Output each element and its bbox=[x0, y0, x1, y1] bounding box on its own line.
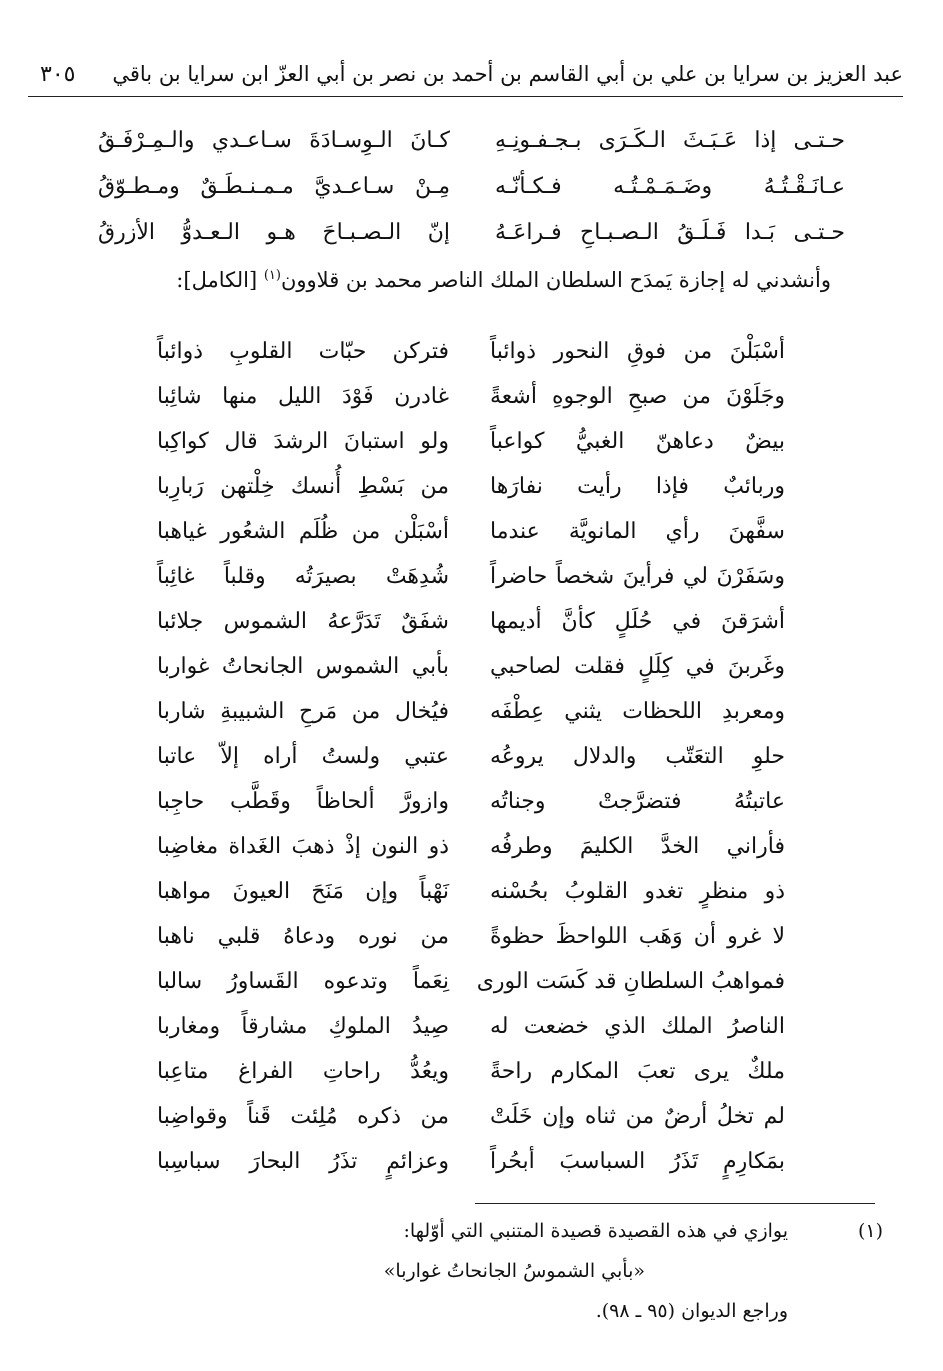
couplet bbox=[0, 699, 943, 745]
second-hemistich: فيُخال من مَرحِ الشبيبةِ شاربا bbox=[157, 699, 449, 724]
couplet bbox=[0, 519, 943, 565]
second-hemistich: أسْبَلْن من ظُلَم الشعُور غياهبا bbox=[157, 519, 449, 544]
first-hemistich: عاتبتُهُ فتضرَّجتْ وجناتُه bbox=[490, 789, 785, 814]
first-hemistich: لا غرو أن وَهَب اللواحظَ حظوةً bbox=[490, 924, 785, 949]
couplet bbox=[0, 834, 943, 880]
first-hemistich: سفَّهنَ رأي المانويَّة عندما bbox=[490, 519, 785, 544]
couplet bbox=[0, 429, 943, 475]
second-hemistich: من ذكره مُلِئت قَناً وقواضِبا bbox=[157, 1104, 449, 1129]
couplet bbox=[0, 789, 943, 835]
second-hemistich: وازورَّ ألحاظاً وقَطَّب حاجِبا bbox=[157, 789, 449, 814]
first-hemistich: حلوِ التعَتّب والدلال يروعُه bbox=[490, 744, 785, 769]
footnote-divider bbox=[475, 1203, 875, 1204]
second-hemistich: صِيدُ الملوكِ مشارقاً ومغاربا bbox=[157, 1014, 449, 1039]
first-hemistich: ومعربدِ اللحظات يثني عِطْفَه bbox=[490, 699, 785, 724]
intro-text: وأنشدني له إجازة يَمدَح السلطان الملك الناصر محمد بن قلاوون bbox=[280, 268, 831, 292]
first-hemistich: وربائبٌ فإذا رأيت نفارَها bbox=[490, 474, 785, 499]
first-hemistich: ملكٌ يرى تعبَ المكارم راحةً bbox=[490, 1059, 785, 1084]
second-hemistich: ويعُدُّ راحاتِ الفراغ متاعِبا bbox=[157, 1059, 449, 1084]
second-hemistich: كـانَ الـوِسـادَةَ سـاعـدي والـمِـرْفَـقُ bbox=[98, 128, 450, 153]
page-header bbox=[28, 52, 903, 97]
second-hemistich: بأبي الشموس الجانحاتُ غواربا bbox=[157, 654, 449, 679]
couplet bbox=[0, 969, 943, 1015]
couplet bbox=[0, 339, 943, 385]
second-hemistich: وعزائمٍ تذَرُ البحارَ سباسِبا bbox=[157, 1149, 449, 1174]
footnote-line: وراجع الديوان (٩٥ ـ ٩٨). bbox=[595, 1300, 788, 1322]
first-hemistich: لم تخلُ أرضٌ من ثناه وإن خَلَتْ bbox=[490, 1104, 785, 1129]
second-hemistich: ذو النون إذْ ذهبَ الغَداة مغاضِبا bbox=[157, 834, 449, 859]
second-hemistich: فتركن حبّات القلوبِ ذوائباً bbox=[157, 339, 449, 364]
first-hemistich: أشرَقنَ في حُلَلٍ كأنَّ أديمها bbox=[490, 609, 785, 634]
first-hemistich: وجَلَوْنَ من صبحِ الوجوهِ أشعةً bbox=[490, 384, 785, 409]
couplet bbox=[0, 879, 943, 925]
first-hemistich: وسَفَرْنَ لي فرأينَ شخصاً حاضراً bbox=[490, 564, 785, 589]
second-hemistich: شُدِهَتْ بصيرَتُه وقلباً غائِباً bbox=[157, 564, 449, 589]
couplet bbox=[0, 564, 943, 610]
second-hemistich: نَهْباً وإن مَنَحَ العيونَ مواهبا bbox=[157, 879, 449, 904]
couplet bbox=[0, 384, 943, 430]
first-hemistich: فمواهبُ السلطانِ قد كَسَت الورى bbox=[476, 969, 785, 994]
couplet bbox=[0, 924, 943, 970]
couplet bbox=[0, 654, 943, 700]
second-hemistich: من بَسْطِ أُنسك خِلْتهن رَبارِبا bbox=[157, 474, 449, 499]
first-hemistich: بمَكارِمٍ تَذَرُ السباسبَ أبحُراً bbox=[490, 1149, 785, 1174]
first-hemistich: ذو منظرٍ تغدو القلوبُ بحُسْنه bbox=[490, 879, 785, 904]
couplet bbox=[0, 174, 943, 220]
couplet bbox=[0, 1014, 943, 1060]
intro-line bbox=[176, 268, 831, 292]
couplet bbox=[0, 128, 943, 174]
first-hemistich: الناصرُ الملك الذي خضعت له bbox=[490, 1014, 785, 1039]
running-title: عبد العزيز بن سرايا بن علي بن أبي القاسم بن أحمد بن نصر بن أبي العزّ ابن سرايا بن باقي bbox=[112, 62, 903, 86]
second-hemistich: من نوره ودعاهُ قلبي ناهبا bbox=[157, 924, 449, 949]
page-number: ٣٠٥ bbox=[40, 61, 76, 87]
first-hemistich: أسْبَلْنَ من فوقِ النحور ذوائباً bbox=[490, 339, 785, 364]
second-hemistich: نِعَماً وتدعوه القَساورُ سالبا bbox=[157, 969, 449, 994]
first-hemistich: بيضٌ دعاهنّ الغبيُّ كواعباً bbox=[490, 429, 785, 454]
first-hemistich: حـتـى بَـدا فَـلَـقُ الـصـبـاحِ فـراعَـهُ bbox=[495, 220, 845, 245]
couplet bbox=[0, 1059, 943, 1105]
footnote-reference: (١) bbox=[263, 268, 281, 283]
meter-label: [الكامل]: bbox=[176, 268, 264, 292]
footnote-quote: «بأبي الشموسُ الجانحاتُ غواربا» bbox=[383, 1260, 645, 1282]
couplet bbox=[0, 474, 943, 520]
second-hemistich: غادرن فَوْدَ الليل منها شائِبا bbox=[157, 384, 449, 409]
first-hemistich: فأراني الخدَّ الكليمَ وطرفُه bbox=[490, 834, 785, 859]
second-hemistich: إنّ الـصـبـاحَ هـو الـعـدوُّ الأزرقُ bbox=[98, 220, 450, 245]
couplet bbox=[0, 1104, 943, 1150]
first-hemistich: عـانَـقْـتُـهُ وضَـمَـمْـتُـه فـكـأنّـه bbox=[495, 174, 845, 199]
couplet bbox=[0, 744, 943, 790]
second-hemistich: شفَقٌ تَدَرَّعهُ الشموس جلائبا bbox=[157, 609, 449, 634]
couplet bbox=[0, 609, 943, 655]
footnote-line: يوازي في هذه القصيدة قصيدة المتنبي التي أوّلها: bbox=[403, 1220, 788, 1242]
couplet bbox=[0, 1149, 943, 1195]
second-hemistich: مِـنْ سـاعـديَّ مـمـنـطَـقٌ ومـطـوّقُ bbox=[98, 174, 450, 199]
couplet bbox=[0, 220, 943, 266]
second-hemistich: عتبي ولستُ أراه إلاّ عاتبا bbox=[157, 744, 449, 769]
second-hemistich: ولو استبانَ الرشدَ قال كواكِبا bbox=[157, 429, 449, 454]
first-hemistich: حـتـى إذا عَـبَـثَ الـكَـرَى بـجـفـونِـهِ bbox=[495, 128, 845, 153]
first-hemistich: وغَربنَ في كِلَلٍ فقلت لصاحبي bbox=[490, 654, 785, 679]
footnote-marker: (١) bbox=[857, 1220, 883, 1242]
